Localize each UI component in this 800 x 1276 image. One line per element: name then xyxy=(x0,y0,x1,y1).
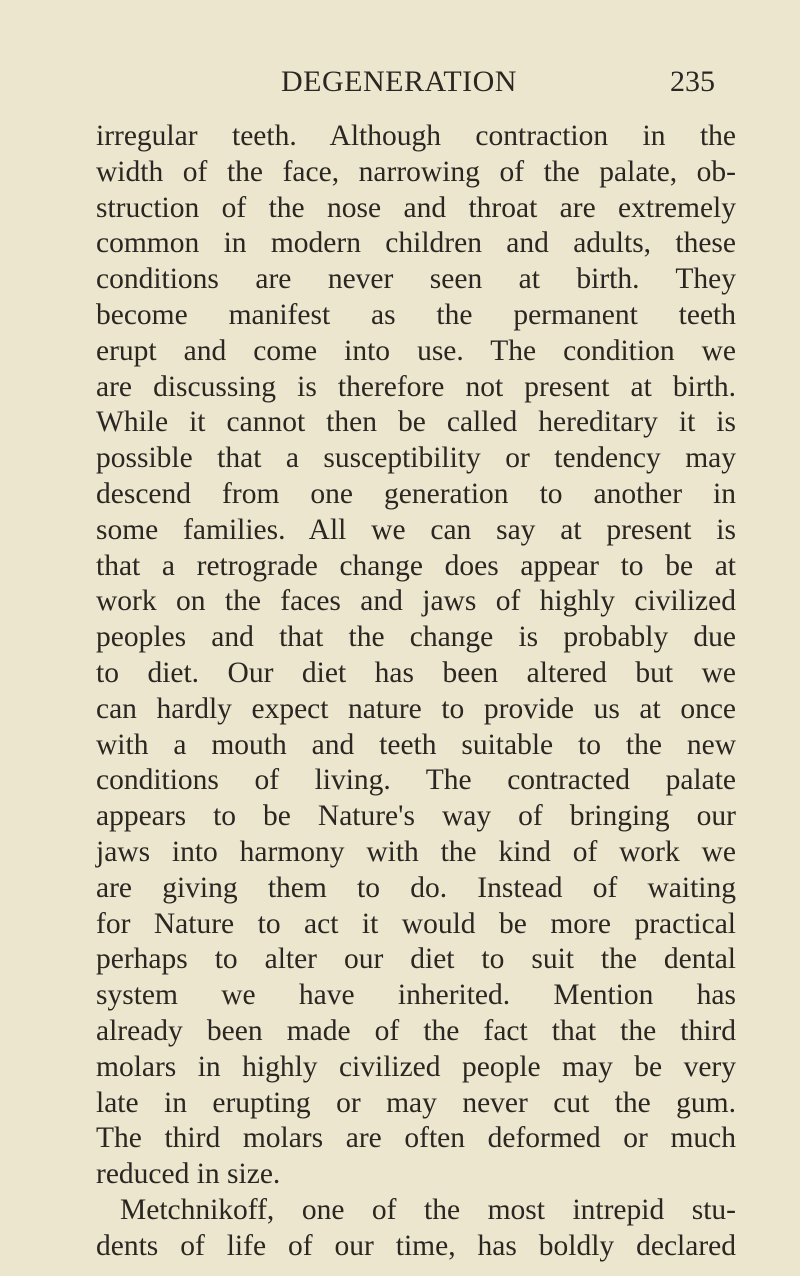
page-number: 235 xyxy=(670,65,715,98)
text-line: system we have inherited. Mention has xyxy=(96,979,736,1012)
text-line: peoples and that the change is probably due xyxy=(96,621,736,654)
running-head xyxy=(0,62,800,102)
text-line: late in erupting or may never cut the gum. xyxy=(96,1086,736,1119)
text-line: descend from one generation to another in xyxy=(96,477,736,510)
text-line: While it cannot then be called hereditary it is xyxy=(96,406,736,439)
text-line: Metchnikoff, one of the most intrepid stu- xyxy=(120,1193,736,1226)
text-line: possible that a susceptibility or tendency may xyxy=(96,442,736,475)
text-line: reduced in size. xyxy=(96,1158,281,1191)
text-line: conditions of living. The contracted palate xyxy=(96,764,736,797)
text-line: common in modern children and adults, these xyxy=(96,227,736,260)
text-line: appears to be Nature's way of bringing our xyxy=(96,800,736,833)
text-line: jaws into harmony with the kind of work we xyxy=(96,835,736,868)
text-line: already been made of the fact that the third xyxy=(96,1014,736,1047)
body-text xyxy=(96,119,736,1265)
text-line: for Nature to act it would be more practical xyxy=(96,907,736,940)
text-line: are discussing is therefore not present at birth. xyxy=(96,370,736,403)
running-title: DEGENERATION xyxy=(281,65,517,98)
text-line: that a retrograde change does appear to be at xyxy=(96,549,736,582)
text-line: The third molars are often deformed or much xyxy=(96,1122,736,1155)
text-line: work on the faces and jaws of highly civilized xyxy=(96,585,736,618)
text-line: irregular teeth. Although contraction in the xyxy=(96,120,736,152)
paragraph-2 xyxy=(96,1193,736,1265)
text-line: dents of life of our time, has boldly declared xyxy=(96,1229,736,1262)
text-line: conditions are never seen at birth. They xyxy=(96,263,736,296)
text-line: are giving them to do. Instead of waiting xyxy=(96,871,736,904)
text-line: struction of the nose and throat are extremely xyxy=(96,191,736,224)
text-line: erupt and come into use. The condition we xyxy=(96,334,736,367)
text-line: become manifest as the permanent teeth xyxy=(96,298,736,331)
text-line: molars in highly civilized people may be very xyxy=(96,1050,736,1083)
text-line: with a mouth and teeth suitable to the new xyxy=(96,728,736,761)
paragraph-1 xyxy=(96,119,736,1193)
text-line: some families. All we can say at present is xyxy=(96,513,736,546)
text-line: perhaps to alter our diet to suit the dental xyxy=(96,943,736,976)
text-line: can hardly expect nature to provide us at once xyxy=(96,692,736,725)
text-line: width of the face, narrowing of the palate, ob- xyxy=(96,155,736,188)
text-line: to diet. Our diet has been altered but we xyxy=(96,656,736,689)
